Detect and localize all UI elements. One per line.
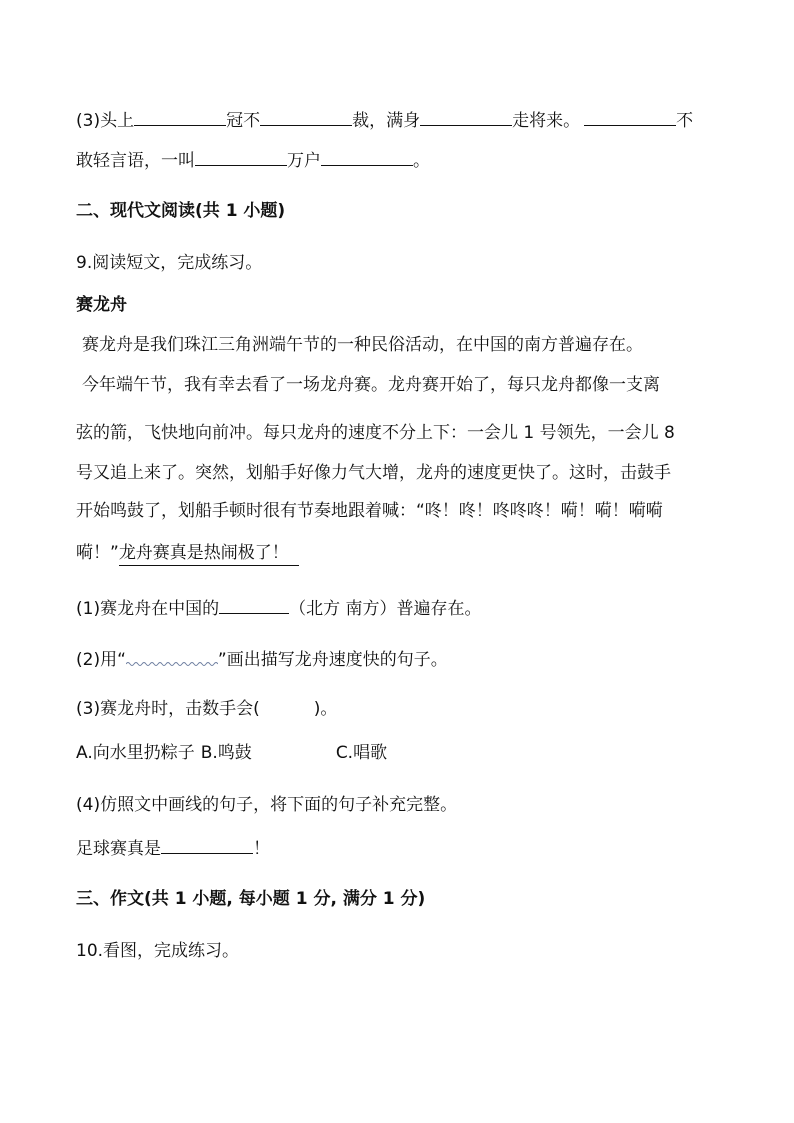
passage-title: 赛龙舟 bbox=[76, 295, 127, 315]
q8-3-blank-3[interactable] bbox=[420, 108, 512, 126]
q9-sub-3-text-b: )。 bbox=[313, 699, 338, 719]
q8-3-text-4: 走将来。 bbox=[512, 111, 581, 131]
q8-3-blank-2[interactable] bbox=[260, 108, 352, 126]
section-2-title: 二、现代文阅读(共 1 小题) bbox=[76, 201, 286, 221]
underlined-sentence: 龙舟赛真是热闹极了！ bbox=[119, 542, 299, 566]
q9-sub-3-text-a: (3)赛龙舟时，击数手会( bbox=[76, 699, 260, 719]
passage-para-2-line-2: 弦的箭，飞快地向前冲。每只龙舟的速度不分上下：一会儿 1 号领先，一会儿 8 bbox=[76, 423, 675, 443]
q8-3-blank-5[interactable] bbox=[195, 148, 287, 166]
q9-sub-4-text-a: 足球赛真是 bbox=[76, 839, 161, 859]
q8-3-line-1 bbox=[76, 108, 693, 132]
passage-para-2-line-1: 今年端午节，我有幸去看了一场龙舟赛。龙舟赛开始了，每只龙舟都像一支离 bbox=[82, 375, 660, 395]
q8-3-blank-4[interactable] bbox=[584, 108, 676, 126]
passage-para-1: 赛龙舟是我们珠江三角洲端午节的一种民俗活动，在中国的南方普遍存在。 bbox=[82, 335, 643, 355]
q9-sub-4: (4)仿照文中画线的句子，将下面的句子补充完整。 bbox=[76, 795, 458, 815]
wavy-line-mark bbox=[126, 648, 218, 665]
option-b[interactable]: B.鸣鼓 bbox=[200, 743, 252, 763]
passage-para-2-line-3: 号又追上来了。突然，划船手好像力气大增，龙舟的速度更快了。这时，击鼓手 bbox=[76, 463, 671, 483]
q8-3-text-3: 裁，满身 bbox=[352, 111, 421, 131]
passage-para-2-line-4: 开始鸣鼓了，划船手顿时很有节奏地跟着喊：“咚！咚！咚咚咚！嗬！嗬！嗬嗬 bbox=[76, 501, 663, 521]
q9-sub-2-text-a: (2)用“ bbox=[76, 650, 126, 670]
q8-3-text-6: 敢轻言语，一叫 bbox=[76, 151, 195, 171]
q9-prompt: 9.阅读短文，完成练习。 bbox=[76, 253, 263, 273]
q8-3-blank-6[interactable] bbox=[321, 148, 413, 166]
q8-3-text-7: 万户 bbox=[287, 151, 321, 171]
q9-sub-4-fill bbox=[76, 836, 270, 860]
section-3-title: 三、作文(共 1 小题, 每小题 1 分, 满分 1 分) bbox=[76, 889, 426, 909]
q9-sub-2 bbox=[76, 648, 448, 671]
q8-3-text-8: 。 bbox=[413, 151, 430, 171]
q9-sub-1 bbox=[76, 596, 482, 620]
q8-3-text-5: 不 bbox=[676, 111, 694, 131]
q9-sub-1-text-b: （北方 南方）普遍存在。 bbox=[289, 599, 482, 619]
q9-sub-4-text-b: ！ bbox=[253, 839, 270, 859]
passage-para-2-line-5 bbox=[76, 542, 299, 566]
q9-sub-2-text-b: ”画出描写龙舟速度快的句子。 bbox=[217, 650, 448, 670]
q8-3-text-1: (3)头上 bbox=[76, 111, 135, 131]
q8-3-line-2 bbox=[76, 148, 430, 172]
option-a[interactable]: A.向水里扔粽子 bbox=[76, 743, 195, 763]
q10-prompt: 10.看图，完成练习。 bbox=[76, 941, 240, 961]
q8-3-blank-1[interactable] bbox=[134, 108, 226, 126]
q9-sub-1-blank[interactable] bbox=[219, 596, 289, 614]
passage-quote-end: 嗬！” bbox=[76, 543, 119, 563]
option-c[interactable]: C.唱歌 bbox=[335, 743, 388, 763]
q9-sub-3 bbox=[76, 698, 337, 720]
q9-sub-3-options bbox=[76, 742, 387, 764]
q9-sub-4-blank[interactable] bbox=[161, 836, 253, 854]
q9-sub-1-text-a: (1)赛龙舟在中国的 bbox=[76, 599, 220, 619]
q8-3-text-2: 冠不 bbox=[226, 111, 261, 131]
